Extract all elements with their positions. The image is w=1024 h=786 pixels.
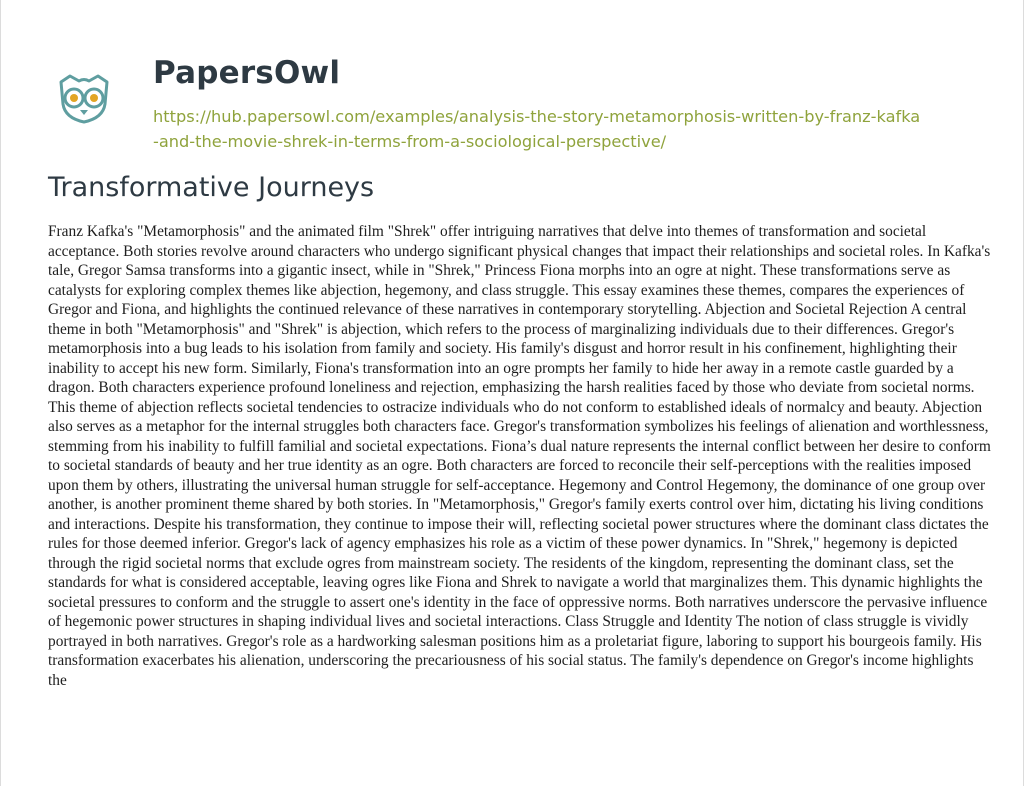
bottom-fade-overlay — [1, 700, 1024, 786]
document-title: Transformative Journeys — [48, 172, 375, 203]
source-url-link[interactable]: https://hub.papersowl.com/examples/analysis-the-story-metamorphosis-written-by-franz-kafka-and-the-movie-shrek-in-terms-from-a-sociological-perspective/ — [153, 107, 921, 151]
owl-logo-icon — [57, 74, 111, 124]
page-header — [1, 0, 1024, 165]
brand-name: PapersOwl — [153, 55, 341, 91]
document-body: Franz Kafka's "Metamorphosis" and the animated film "Shrek" offer intriguing narratives that delve into themes of transformation and societal acceptance. Both stories revolve around characters who undergo significant physical changes that impact their relationships and societal roles. In Kafka's tale, Gregor Samsa transforms into a gigantic insect, while in "Shrek," Princess Fiona morphs into an ogre at night. These transformations serve as catalysts for exploring complex themes like abjection, hegemony, and class struggle. This essay examines these themes, compares the experiences of Gregor and Fiona, and highlights the continued relevance of these narratives in contemporary storytelling. Abjection and Societal Rejection A central theme in both "Metamorphosis" and "Shrek" is abjection, which refers to the process of marginalizing individuals due to their differences. Gregor's metamorphosis into a bug leads to his isolation from family and society. His family's disgust and horror result in his confinement, highlighting their inability to accept his new form. Similarly, Fiona's transformation into an ogre prompts her family to hide her away in a remote castle guarded by a dragon. Both characters experience profound loneliness and rejection, emphasizing the harsh realities faced by those who deviate from societal norms. This theme of abjection reflects societal tendencies to ostracize individuals who do not conform to established ideals of normalcy and beauty. Abjection also serves as a metaphor for the internal struggles both characters face. Gregor's transformation symbolizes his feelings of alienation and worthlessness, stemming from his inability to fulfill familial and societal expectations. Fiona’s dual nature represents the internal conflict between her desire to conform to societal standards of beauty and her true identity as an ogre. Both characters are forced to reconcile their self-perceptions with the realities imposed upon them by others, illustrating the universal human struggle for self-acceptance. Hegemony and Control Hegemony, the dominance of one group over another, is another prominent theme shared by both stories. In "Metamorphosis," Gregor's family exerts control over him, dictating his living conditions and interactions. Despite his transformation, they continue to impose their will, reflecting societal power structures where the dominant class dictates the rules for those deemed inferior. Gregor's lack of agency emphasizes his role as a victim of these power dynamics. In "Shrek," hegemony is depicted through the rigid societal norms that exclude ogres from mainstream society. The residents of the kingdom, representing the dominant class, set the standards for what is considered acceptable, leaving ogres like Fiona and Shrek to navigate a world that marginalizes them. This dynamic highlights the societal pressures to conform and the struggle to assert one's identity in the face of oppressive norms. Both narratives underscore the pervasive influence of hegemonic power structures in shaping individual lives and societal interactions. Class Struggle and Identity The notion of class struggle is vividly portrayed in both narratives. Gregor's role as a hardworking salesman positions him as a proletariat figure, laboring to support his bourgeois family. His transformation exacerbates his alienation, underscoring the precariousness of his social status. The family's dependence on Gregor's income highlights the — [48, 223, 991, 689]
